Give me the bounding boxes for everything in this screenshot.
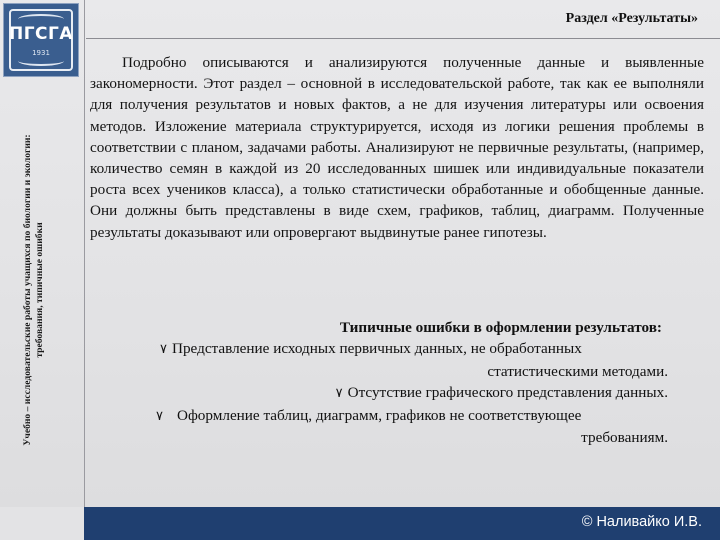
error-item-2 [148, 382, 668, 405]
university-logo [3, 3, 79, 77]
error-item-3-text-a: Оформление таблиц, диаграмм, графиков не соответствующее [176, 406, 582, 424]
body-paragraph: Подробно описываются и анализируются полученные данные и выявленные закономерности. Этот раздел – основной в исследовательской работе, так как ее выполняли для получения результатов и новых фактов, а не для изучения литературы или освоения методов. Изложение материала структурируется, исходя из логики решения проблемы в соответствии с планом, задачами работы. Анализируют не первичные результаты, (например, количество семян в каждой из 20 исследованных шишек или индивидуальные показатели роста всех учеников класса), а только статистически обработанные и обобщенные данные. Они должны быть представлены в виде схем, графиков, таблиц, диаграмм. Полученные результаты доказывают или опровергают выдвинутые ранее гипотезы. [90, 54, 704, 241]
footer-left-gap [0, 507, 84, 540]
error-item-1 [148, 338, 668, 382]
header-divider [86, 38, 720, 39]
check-bullet-icon: ٧ [160, 342, 167, 357]
sidebar-caption-line1: Учебно – исследовательские работы учащихся по биологии и экологии: [22, 134, 33, 446]
logo-arc-bottom [18, 56, 64, 66]
section-title: Раздел «Результаты» [565, 11, 698, 26]
error-item-1-text-a: Представление исходных первичных данных, не обработанных [171, 340, 582, 357]
error-item-3-text-b: требованиям. [581, 429, 668, 446]
sidebar-vertical-caption [22, 80, 62, 500]
error-item-1-text-b: статистическими методами. [487, 362, 668, 380]
errors-title: Типичные ошибки в оформлении результатов: [339, 319, 662, 336]
footer-bar [84, 507, 720, 540]
check-bullet-icon: ٧ [156, 408, 163, 424]
copyright-text: © Наливайко И.В. [581, 514, 702, 530]
left-sidebar [0, 0, 84, 540]
sidebar-caption-line2: требования, типичные ошибки [34, 222, 45, 358]
check-bullet-icon: ٧ [335, 386, 343, 401]
error-item-3 [148, 405, 668, 449]
logo-text: ПГСГА [8, 24, 74, 44]
logo-arc-top [18, 14, 64, 24]
error-item-2-text: Отсутствие графического представления данных. [347, 384, 668, 401]
typical-errors-block [148, 318, 668, 449]
sidebar-divider [84, 0, 85, 540]
logo-year: 1931 [32, 49, 50, 57]
